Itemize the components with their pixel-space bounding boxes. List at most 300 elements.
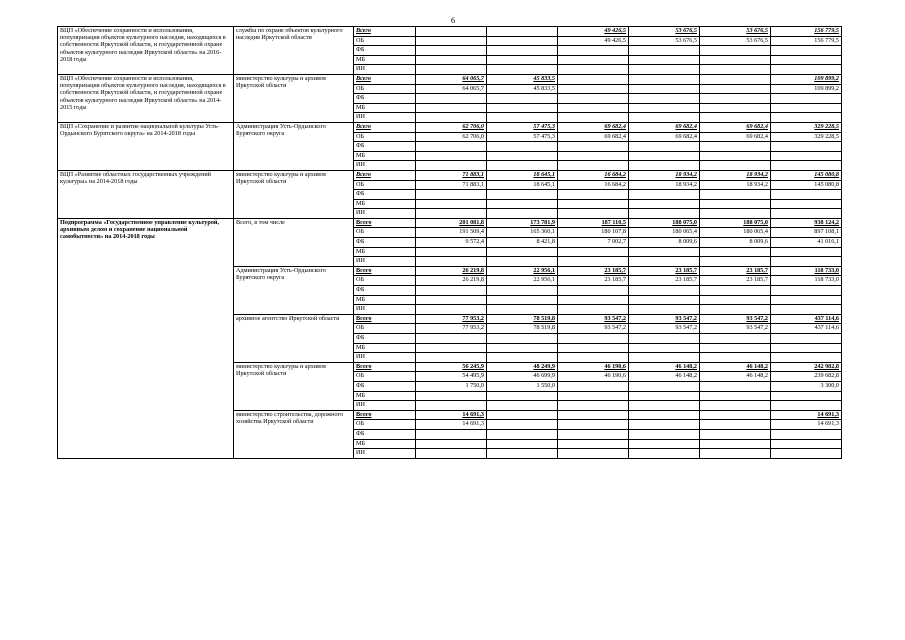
funding-source-cell: Всего xyxy=(354,170,416,180)
amount-cell xyxy=(771,199,842,209)
funding-source-cell: ИИ xyxy=(354,209,416,219)
amount-cell xyxy=(416,353,487,363)
amount-cell xyxy=(700,161,771,171)
amount-cell xyxy=(487,55,558,65)
amount-cell xyxy=(771,343,842,353)
funding-source-cell: ФБ xyxy=(354,429,416,439)
funding-source-cell: МБ xyxy=(354,343,416,353)
funding-source-cell: Всего xyxy=(354,266,416,276)
amount-cell: 897 108,1 xyxy=(771,228,842,238)
amount-cell xyxy=(487,36,558,46)
amount-cell xyxy=(487,113,558,123)
amount-cell: 62 706,0 xyxy=(416,132,487,142)
amount-cell xyxy=(700,257,771,267)
amount-cell xyxy=(629,65,700,75)
amount-cell xyxy=(416,391,487,401)
amount-cell: 57 475,3 xyxy=(487,132,558,142)
amount-cell xyxy=(771,113,842,123)
amount-cell xyxy=(771,305,842,315)
table-row xyxy=(58,170,842,180)
amount-cell xyxy=(629,209,700,219)
amount-cell xyxy=(771,295,842,305)
amount-cell xyxy=(487,103,558,113)
amount-cell: 145 080,8 xyxy=(771,170,842,180)
amount-cell xyxy=(700,295,771,305)
amount-cell xyxy=(558,94,629,104)
amount-cell xyxy=(416,94,487,104)
amount-cell xyxy=(629,247,700,257)
amount-cell: 8 009,6 xyxy=(700,238,771,248)
amount-cell: 1 750,0 xyxy=(416,381,487,391)
amount-cell xyxy=(416,305,487,315)
executor-cell: министерство культуры и архивов Иркутской области xyxy=(234,74,354,122)
amount-cell xyxy=(629,199,700,209)
amount-cell: 8 009,6 xyxy=(629,238,700,248)
funding-source-cell: МБ xyxy=(354,439,416,449)
amount-cell: 78 519,8 xyxy=(487,324,558,334)
amount-cell xyxy=(771,391,842,401)
amount-cell xyxy=(558,161,629,171)
amount-cell xyxy=(700,94,771,104)
amount-cell: 242 982,8 xyxy=(771,362,842,372)
amount-cell xyxy=(558,439,629,449)
amount-cell: 49 426,5 xyxy=(558,36,629,46)
funding-source-cell: ОБ xyxy=(354,324,416,334)
amount-cell: 26 219,8 xyxy=(416,266,487,276)
amount-cell: 18 645,1 xyxy=(487,180,558,190)
amount-cell xyxy=(629,74,700,84)
amount-cell xyxy=(416,334,487,344)
amount-cell xyxy=(700,410,771,420)
amount-cell: 118 733,0 xyxy=(771,266,842,276)
amount-cell: 93 547,2 xyxy=(629,324,700,334)
amount-cell: 16 684,2 xyxy=(558,180,629,190)
amount-cell: 7 002,7 xyxy=(558,238,629,248)
amount-cell xyxy=(629,429,700,439)
amount-cell: 22 956,1 xyxy=(487,266,558,276)
amount-cell xyxy=(416,151,487,161)
amount-cell: 191 509,4 xyxy=(416,228,487,238)
funding-source-cell: ИИ xyxy=(354,353,416,363)
amount-cell xyxy=(700,55,771,65)
amount-cell: 180 065,4 xyxy=(629,228,700,238)
amount-cell xyxy=(487,65,558,75)
amount-cell: 18 645,1 xyxy=(487,170,558,180)
amount-cell: 180 065,4 xyxy=(700,228,771,238)
program-name-cell: Подпрограмма «Государственное управление культурой, архивным делом и сохранение национальной самобытности» на 2014-2018 годы xyxy=(58,218,234,458)
amount-cell: 56 245,9 xyxy=(416,362,487,372)
amount-cell xyxy=(629,449,700,459)
funding-source-cell: ИИ xyxy=(354,449,416,459)
amount-cell: 187 110,5 xyxy=(558,218,629,228)
amount-cell xyxy=(771,429,842,439)
amount-cell xyxy=(629,103,700,113)
amount-cell: 14 691,3 xyxy=(771,420,842,430)
funding-source-cell: ИИ xyxy=(354,161,416,171)
amount-cell xyxy=(558,391,629,401)
amount-cell xyxy=(416,142,487,152)
amount-cell xyxy=(487,305,558,315)
amount-cell xyxy=(629,305,700,315)
amount-cell xyxy=(629,439,700,449)
budget-table xyxy=(57,26,842,459)
amount-cell: 188 075,0 xyxy=(700,218,771,228)
amount-cell xyxy=(700,190,771,200)
amount-cell xyxy=(487,295,558,305)
amount-cell xyxy=(700,381,771,391)
amount-cell: 3 300,0 xyxy=(771,381,842,391)
funding-source-cell: МБ xyxy=(354,151,416,161)
amount-cell xyxy=(416,209,487,219)
amount-cell: 18 934,2 xyxy=(700,180,771,190)
amount-cell xyxy=(771,286,842,296)
amount-cell xyxy=(700,74,771,84)
funding-source-cell: Всего xyxy=(354,74,416,84)
amount-cell: 46 699,9 xyxy=(487,372,558,382)
amount-cell xyxy=(558,209,629,219)
amount-cell: 93 547,2 xyxy=(558,314,629,324)
amount-cell: 93 547,2 xyxy=(629,314,700,324)
amount-cell xyxy=(558,55,629,65)
amount-cell: 69 682,4 xyxy=(558,132,629,142)
amount-cell xyxy=(771,65,842,75)
amount-cell xyxy=(558,199,629,209)
amount-cell xyxy=(487,257,558,267)
amount-cell xyxy=(771,55,842,65)
amount-cell xyxy=(629,295,700,305)
funding-source-cell: Всего xyxy=(354,122,416,132)
program-name-cell: ВЦП «Обеспечение сохранности и использования, популяризация объектов культурного наследия, находящихся в собственности Иркутской области, и государственной охране объектов культурного наследия Иркутской области» на 2016-2018 годы xyxy=(58,27,234,75)
amount-cell: 64 065,7 xyxy=(416,84,487,94)
amount-cell xyxy=(558,190,629,200)
amount-cell xyxy=(416,199,487,209)
amount-cell: 71 883,1 xyxy=(416,180,487,190)
amount-cell xyxy=(700,391,771,401)
amount-cell xyxy=(771,46,842,56)
funding-source-cell: Всего xyxy=(354,27,416,37)
amount-cell: 77 953,2 xyxy=(416,324,487,334)
amount-cell: 53 676,5 xyxy=(629,36,700,46)
amount-cell xyxy=(771,257,842,267)
executor-cell: архивное агентство Иркутской области xyxy=(234,314,354,362)
amount-cell xyxy=(771,103,842,113)
amount-cell: 49 426,5 xyxy=(558,27,629,37)
amount-cell: 437 114,6 xyxy=(771,324,842,334)
table-row xyxy=(58,27,842,37)
amount-cell: 14 691,3 xyxy=(416,410,487,420)
funding-source-cell: ОБ xyxy=(354,180,416,190)
amount-cell: 46 148,2 xyxy=(700,362,771,372)
funding-source-cell: МБ xyxy=(354,103,416,113)
amount-cell xyxy=(700,142,771,152)
table-row xyxy=(58,74,842,84)
funding-source-cell: ОБ xyxy=(354,420,416,430)
amount-cell xyxy=(700,420,771,430)
funding-source-cell: ИИ xyxy=(354,401,416,411)
amount-cell xyxy=(558,305,629,315)
amount-cell xyxy=(629,190,700,200)
amount-cell xyxy=(771,401,842,411)
amount-cell xyxy=(487,27,558,37)
amount-cell xyxy=(629,161,700,171)
amount-cell xyxy=(416,46,487,56)
amount-cell xyxy=(700,401,771,411)
amount-cell xyxy=(487,420,558,430)
amount-cell xyxy=(416,343,487,353)
executor-cell: министерство строительства, дорожного хозяйства Иркутской области xyxy=(234,410,354,458)
amount-cell: 16 684,2 xyxy=(558,170,629,180)
executor-cell: службы по охране объектов культурного наследия Иркутской области xyxy=(234,27,354,75)
amount-cell xyxy=(700,343,771,353)
amount-cell xyxy=(771,439,842,449)
amount-cell xyxy=(558,381,629,391)
funding-source-cell: ОБ xyxy=(354,132,416,142)
amount-cell: 22 956,1 xyxy=(487,276,558,286)
amount-cell: 45 833,5 xyxy=(487,74,558,84)
amount-cell xyxy=(416,161,487,171)
amount-cell: 46 148,2 xyxy=(700,372,771,382)
amount-cell xyxy=(700,199,771,209)
amount-cell xyxy=(558,343,629,353)
amount-cell: 93 547,2 xyxy=(700,324,771,334)
funding-source-cell: ФБ xyxy=(354,94,416,104)
funding-source-cell: МБ xyxy=(354,55,416,65)
amount-cell: 118 733,0 xyxy=(771,276,842,286)
executor-cell: министерство культуры и архивов Иркутской области xyxy=(234,362,354,410)
amount-cell xyxy=(558,257,629,267)
amount-cell: 62 706,0 xyxy=(416,122,487,132)
amount-cell xyxy=(558,247,629,257)
amount-cell xyxy=(416,190,487,200)
funding-source-cell: ИИ xyxy=(354,257,416,267)
amount-cell: 156 779,5 xyxy=(771,27,842,37)
amount-cell xyxy=(416,247,487,257)
amount-cell: 109 899,2 xyxy=(771,74,842,84)
amount-cell xyxy=(558,334,629,344)
amount-cell xyxy=(700,429,771,439)
amount-cell: 23 185,7 xyxy=(558,276,629,286)
amount-cell: 173 781,9 xyxy=(487,218,558,228)
amount-cell xyxy=(487,199,558,209)
amount-cell xyxy=(558,401,629,411)
amount-cell xyxy=(416,55,487,65)
amount-cell xyxy=(771,142,842,152)
amount-cell: 180 107,8 xyxy=(558,228,629,238)
funding-source-cell: ФБ xyxy=(354,46,416,56)
amount-cell xyxy=(558,420,629,430)
amount-cell: 437 114,6 xyxy=(771,314,842,324)
amount-cell xyxy=(487,286,558,296)
amount-cell xyxy=(558,151,629,161)
amount-cell xyxy=(558,103,629,113)
amount-cell: 46 190,6 xyxy=(558,362,629,372)
funding-source-cell: ФБ xyxy=(354,286,416,296)
amount-cell xyxy=(416,27,487,37)
amount-cell: 109 899,2 xyxy=(771,84,842,94)
amount-cell xyxy=(487,209,558,219)
amount-cell xyxy=(558,142,629,152)
amount-cell: 77 953,2 xyxy=(416,314,487,324)
amount-cell xyxy=(558,429,629,439)
amount-cell: 46 148,2 xyxy=(629,372,700,382)
amount-cell xyxy=(700,209,771,219)
amount-cell: 1 550,0 xyxy=(487,381,558,391)
amount-cell: 239 682,8 xyxy=(771,372,842,382)
executor-cell: Всего, в том числе xyxy=(234,218,354,266)
amount-cell xyxy=(700,449,771,459)
amount-cell: 165 360,1 xyxy=(487,228,558,238)
amount-cell xyxy=(629,286,700,296)
amount-cell xyxy=(487,151,558,161)
table-row xyxy=(58,122,842,132)
amount-cell xyxy=(487,247,558,257)
amount-cell: 64 065,7 xyxy=(416,74,487,84)
amount-cell: 78 519,8 xyxy=(487,314,558,324)
amount-cell xyxy=(700,353,771,363)
amount-cell: 18 934,2 xyxy=(629,180,700,190)
amount-cell xyxy=(558,74,629,84)
amount-cell: 93 547,2 xyxy=(700,314,771,324)
funding-source-cell: МБ xyxy=(354,295,416,305)
funding-source-cell: МБ xyxy=(354,199,416,209)
amount-cell xyxy=(558,295,629,305)
amount-cell xyxy=(487,353,558,363)
amount-cell xyxy=(771,209,842,219)
amount-cell: 57 475,3 xyxy=(487,122,558,132)
amount-cell xyxy=(487,449,558,459)
amount-cell xyxy=(487,401,558,411)
program-name-cell: ВЦП «Сохранение и развитие национальной культуры Усть-Ордынского Бурятского округа» на 2014-2018 годы xyxy=(58,122,234,170)
amount-cell: 23 185,7 xyxy=(700,266,771,276)
amount-cell xyxy=(416,257,487,267)
amount-cell xyxy=(416,103,487,113)
amount-cell xyxy=(700,151,771,161)
amount-cell: 46 148,2 xyxy=(629,362,700,372)
amount-cell xyxy=(416,286,487,296)
amount-cell xyxy=(558,84,629,94)
amount-cell xyxy=(629,84,700,94)
amount-cell xyxy=(487,334,558,344)
funding-source-cell: МБ xyxy=(354,391,416,401)
amount-cell xyxy=(558,353,629,363)
amount-cell xyxy=(629,113,700,123)
amount-cell xyxy=(700,113,771,123)
amount-cell xyxy=(416,401,487,411)
amount-cell: 69 682,4 xyxy=(629,122,700,132)
amount-cell: 201 081,8 xyxy=(416,218,487,228)
amount-cell: 45 833,5 xyxy=(487,84,558,94)
program-name-cell: ВЦП «Развитие областных государственных учреждений культуры» на 2014-2018 годы xyxy=(58,170,234,218)
funding-source-cell: Всего xyxy=(354,362,416,372)
amount-cell xyxy=(487,142,558,152)
amount-cell: 46 190,6 xyxy=(558,372,629,382)
funding-source-cell: ИИ xyxy=(354,65,416,75)
amount-cell xyxy=(771,161,842,171)
amount-cell xyxy=(558,113,629,123)
amount-cell xyxy=(771,151,842,161)
amount-cell xyxy=(629,334,700,344)
amount-cell xyxy=(416,449,487,459)
amount-cell xyxy=(629,343,700,353)
amount-cell: 41 016,1 xyxy=(771,238,842,248)
amount-cell: 54 495,9 xyxy=(416,372,487,382)
amount-cell: 14 691,3 xyxy=(416,420,487,430)
amount-cell: 69 682,4 xyxy=(700,132,771,142)
amount-cell xyxy=(700,305,771,315)
amount-cell: 938 124,2 xyxy=(771,218,842,228)
amount-cell xyxy=(487,391,558,401)
executor-cell: Администрация Усть-Ордынского Бурятского округа xyxy=(234,122,354,170)
amount-cell: 23 185,7 xyxy=(558,266,629,276)
amount-cell: 53 676,5 xyxy=(700,36,771,46)
amount-cell xyxy=(700,439,771,449)
amount-cell xyxy=(771,94,842,104)
amount-cell xyxy=(629,94,700,104)
funding-source-cell: ФБ xyxy=(354,238,416,248)
funding-source-cell: ОБ xyxy=(354,228,416,238)
amount-cell: 145 080,8 xyxy=(771,180,842,190)
amount-cell: 23 185,7 xyxy=(629,266,700,276)
amount-cell xyxy=(558,449,629,459)
amount-cell xyxy=(629,381,700,391)
funding-source-cell: Всего xyxy=(354,218,416,228)
funding-source-cell: ИИ xyxy=(354,305,416,315)
amount-cell xyxy=(700,46,771,56)
amount-cell xyxy=(700,84,771,94)
amount-cell xyxy=(771,449,842,459)
funding-source-cell: ОБ xyxy=(354,276,416,286)
amount-cell xyxy=(629,55,700,65)
page-number: 6 xyxy=(451,16,455,25)
amount-cell: 53 676,5 xyxy=(700,27,771,37)
funding-source-cell: Всего xyxy=(354,314,416,324)
amount-cell xyxy=(416,295,487,305)
amount-cell xyxy=(629,46,700,56)
amount-cell xyxy=(629,420,700,430)
amount-cell xyxy=(771,247,842,257)
amount-cell: 69 682,4 xyxy=(629,132,700,142)
amount-cell xyxy=(629,353,700,363)
funding-source-cell: ОБ xyxy=(354,372,416,382)
funding-source-cell: ОБ xyxy=(354,84,416,94)
amount-cell xyxy=(558,65,629,75)
amount-cell xyxy=(487,410,558,420)
amount-cell: 26 219,8 xyxy=(416,276,487,286)
amount-cell: 329 228,5 xyxy=(771,122,842,132)
amount-cell xyxy=(487,190,558,200)
amount-cell xyxy=(629,401,700,411)
amount-cell xyxy=(700,286,771,296)
program-name-cell: ВЦП «Обеспечение сохранности и использования, популяризация объектов культурного наследия, находящихся в собственности Иркутской области, и государственной охране объектов культурного наследия Иркутской области» на 2014-2015 годы xyxy=(58,74,234,122)
amount-cell: 48 249,9 xyxy=(487,362,558,372)
amount-cell xyxy=(416,36,487,46)
amount-cell xyxy=(629,257,700,267)
amount-cell: 8 421,8 xyxy=(487,238,558,248)
amount-cell xyxy=(487,429,558,439)
funding-source-cell: ИИ xyxy=(354,113,416,123)
funding-source-cell: МБ xyxy=(354,247,416,257)
amount-cell: 156 779,5 xyxy=(771,36,842,46)
amount-cell xyxy=(771,353,842,363)
funding-source-cell: ФБ xyxy=(354,334,416,344)
funding-source-cell: ФБ xyxy=(354,381,416,391)
amount-cell: 18 934,2 xyxy=(700,170,771,180)
funding-source-cell: ФБ xyxy=(354,142,416,152)
amount-cell xyxy=(487,161,558,171)
amount-cell: 188 075,0 xyxy=(629,218,700,228)
amount-cell xyxy=(416,429,487,439)
amount-cell: 93 547,2 xyxy=(558,324,629,334)
